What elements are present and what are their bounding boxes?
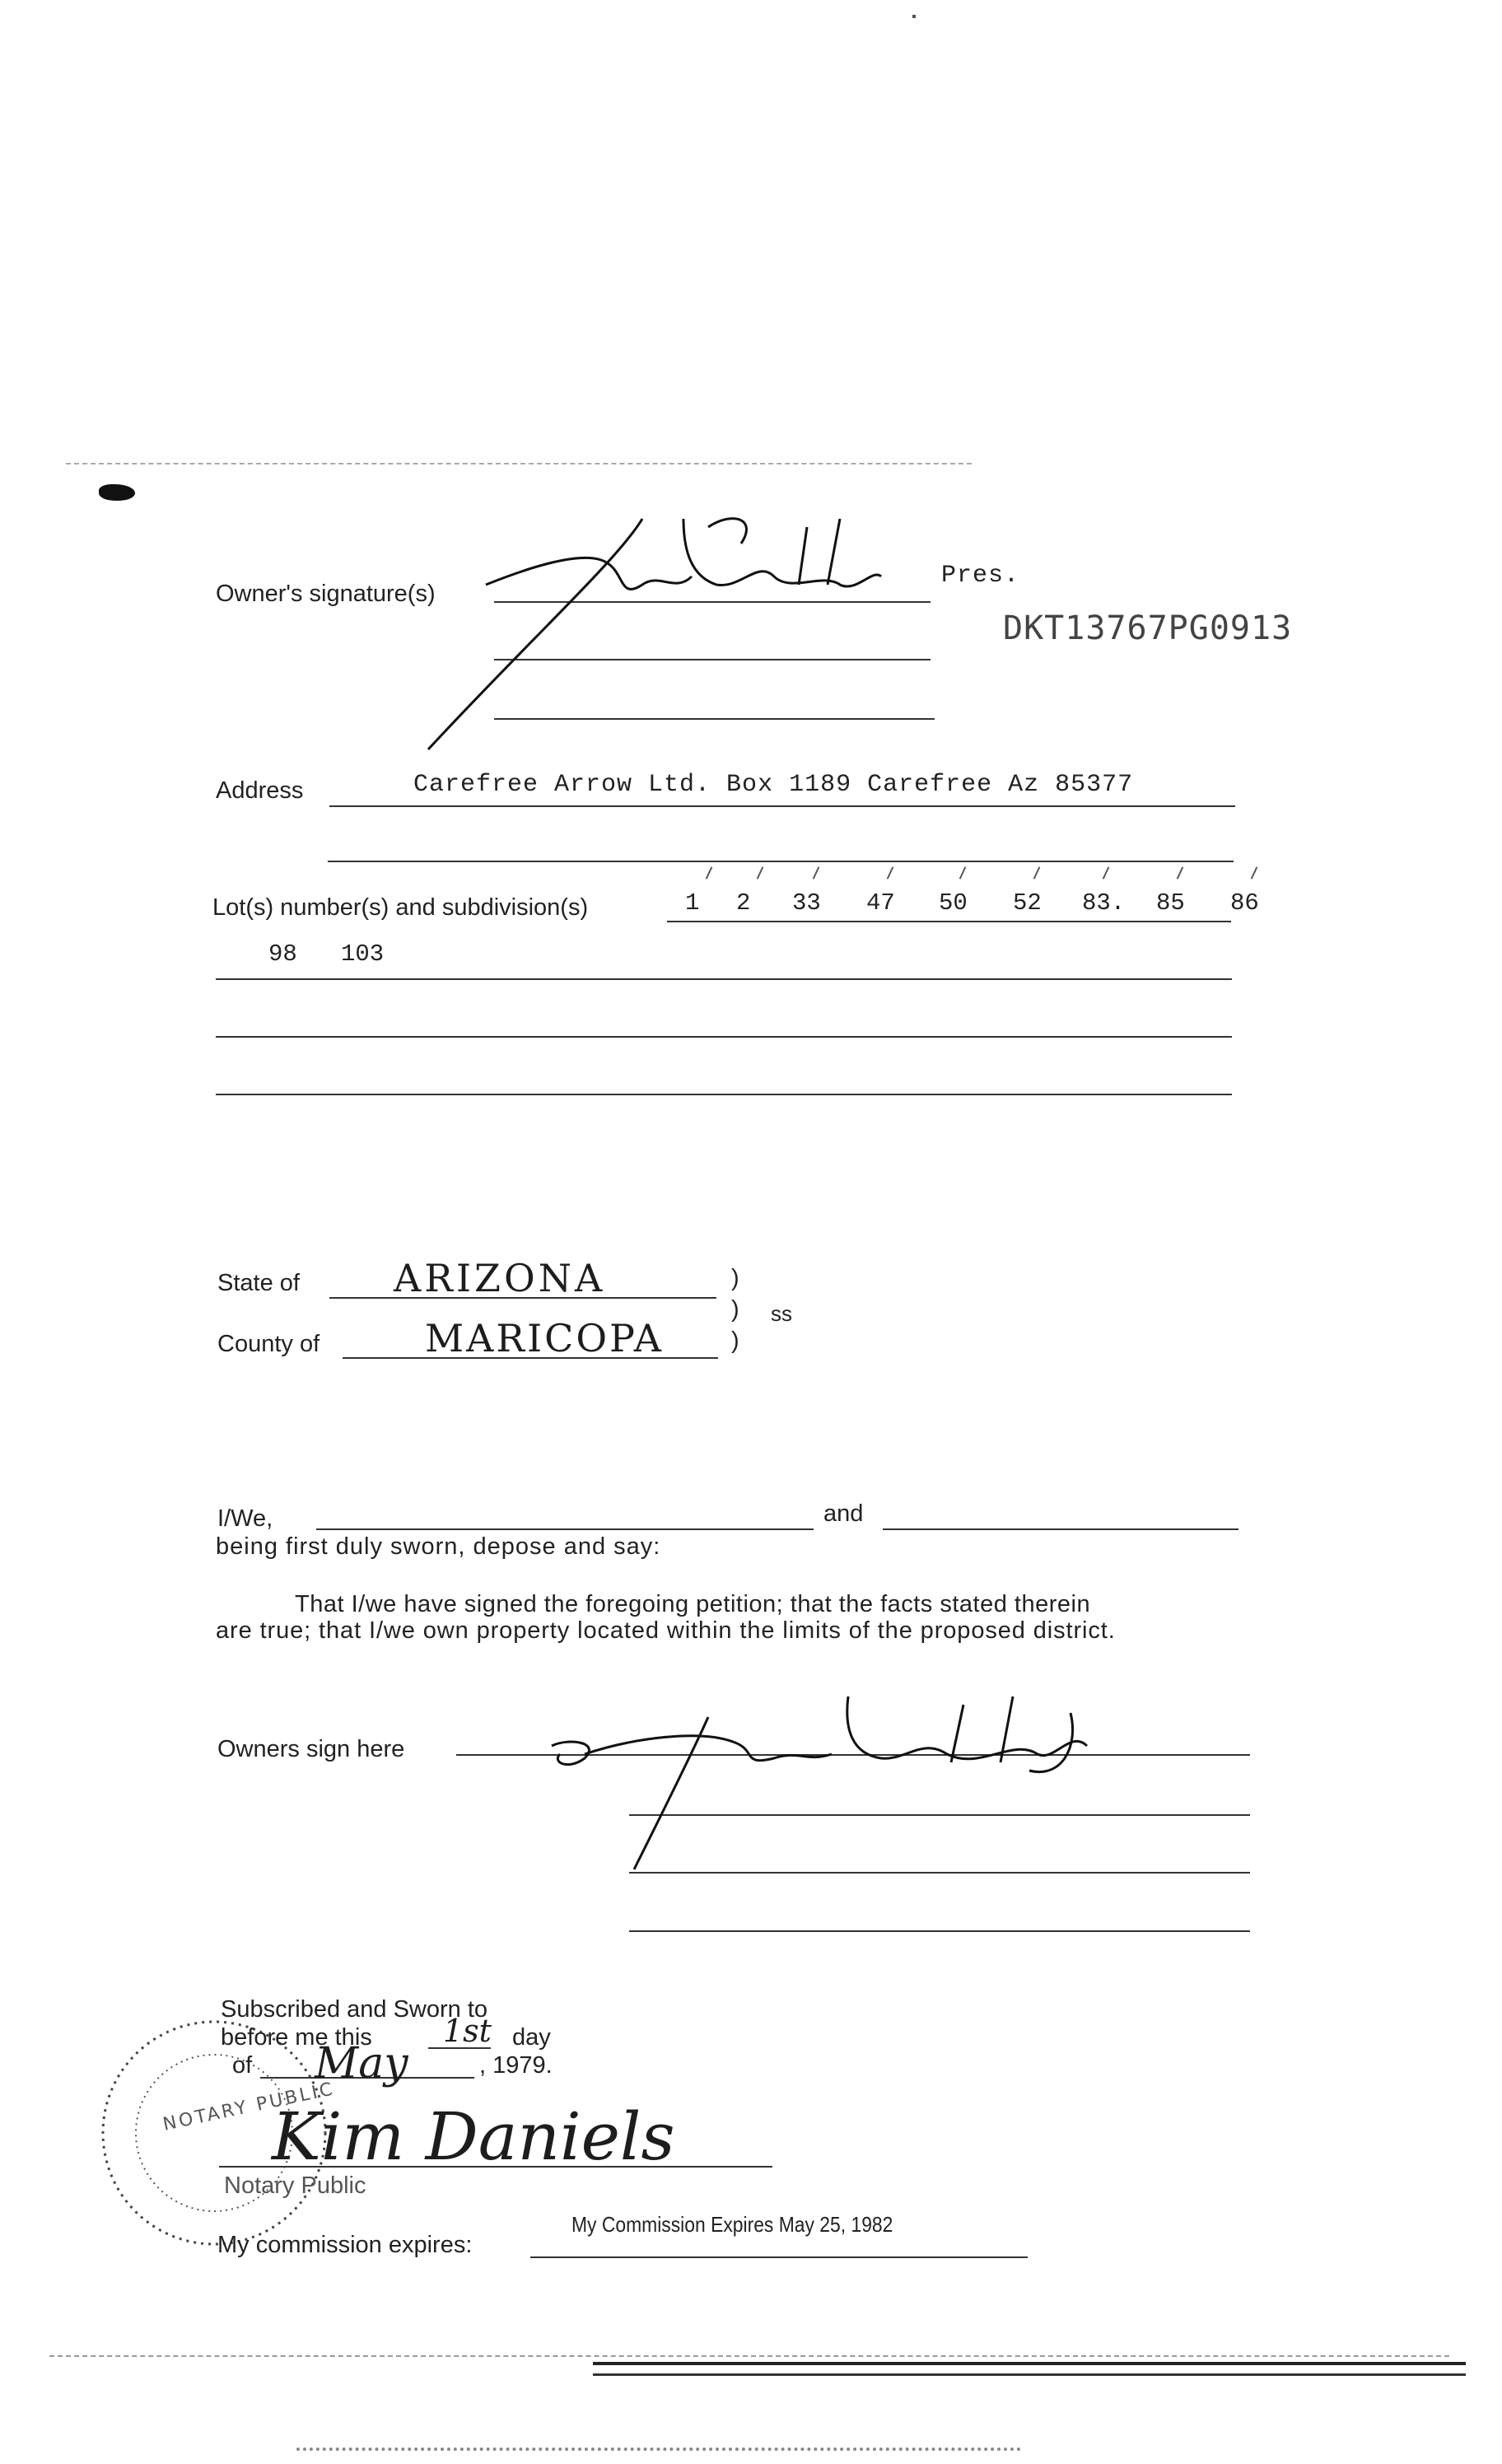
notary-signature: Kim Daniels [272,2098,675,2175]
owner-signature-label: Owner's signature(s) [216,581,436,607]
lot-number: 1 [685,889,700,917]
lot-number: 2 [736,889,751,917]
lots-label: Lot(s) number(s) and subdivision(s) [212,894,589,921]
lot-number: 98 [268,940,297,968]
scan-blot [99,484,135,501]
iwe-name-line [316,1528,814,1530]
notary-title: Notary Public [224,2172,366,2199]
lot-number: 47 [866,889,895,917]
lot-number: 83. [1082,889,1126,917]
state-label: State of [217,1270,300,1296]
lot-check-mark [1103,866,1110,879]
county-label: County of [217,1331,320,1357]
lot-check-mark [706,866,713,879]
notary-seal-text: NOTARY PUBLIC [161,2079,337,2135]
lot-check-mark [1177,866,1184,879]
lot-check-mark [887,866,894,879]
statement-line-2: are true; that I/we own property located within the limits of the proposed district. [216,1617,1116,1644]
scan-speck [912,15,916,18]
county-paren: ) [731,1328,739,1354]
lot-check-mark [757,866,764,879]
address-label: Address [216,777,304,804]
state-paren: ) [731,1265,739,1291]
lots-line-2 [216,978,1232,980]
bottom-artifact-line [49,2355,1449,2357]
lot-check-mark [1251,866,1258,879]
commission-label: My commission expires: [217,2232,473,2258]
statement-line-1: That I/we have signed the foregoing petition; that the facts stated therein [295,1591,1091,1617]
lot-check-mark [813,866,820,879]
lots-line-1 [667,921,1231,922]
and-label: and [823,1500,864,1527]
year-label: , 1979. [479,2052,553,2079]
month-value: May [315,2039,408,2088]
of-label: of [232,2052,253,2079]
bottom-border-rule-1 [593,2362,1466,2365]
day-value: 1st [443,2013,492,2049]
address-line-2 [328,861,1234,862]
lots-line-3 [216,1036,1232,1038]
commission-line [530,2256,1028,2258]
lot-number: 103 [341,940,385,968]
lot-check-mark [959,866,967,879]
owners-sign-label: Owners sign here [217,1736,405,1762]
owners-signature-scribble [535,1680,1128,1894]
state-value: ARIZONA [394,1256,606,1300]
bottom-border-rule-2 [593,2373,1466,2376]
owners-sign-line-4 [629,1930,1250,1932]
and-name-line [883,1528,1238,1530]
lot-number: 33 [792,889,821,917]
bottom-noise-line [296,2448,1021,2451]
county-value: MARICOPA [425,1316,664,1360]
lot-number: 85 [1156,889,1185,917]
day-label: day [512,2024,551,2051]
lot-number: 50 [939,889,968,917]
ss-label: ss [771,1301,792,1326]
iwe-label: I/We, [217,1505,273,1532]
docket-stamp: DKT13767PG0913 [1003,609,1293,647]
subscribed-line: Subscribed and Sworn to [221,1996,488,2023]
commission-stamp: My Commission Expires May 25, 1982 [571,2212,893,2237]
address-value: Carefree Arrow Ltd. Box 1189 Carefree Az 85377 [413,771,1134,799]
lots-line-4 [216,1094,1232,1095]
lot-number: 86 [1230,889,1259,917]
before-me-label: before me this [221,2024,372,2051]
scan-artifact-line [66,463,972,464]
address-line-1 [329,805,1235,807]
middle-paren: ) [731,1296,739,1323]
signer-title: Pres. [941,562,1020,590]
lot-check-mark [1033,866,1041,879]
owner-signature-scribble [412,494,906,758]
lot-number: 52 [1013,889,1042,917]
sworn-text: being first duly sworn, depose and say: [216,1533,661,1560]
